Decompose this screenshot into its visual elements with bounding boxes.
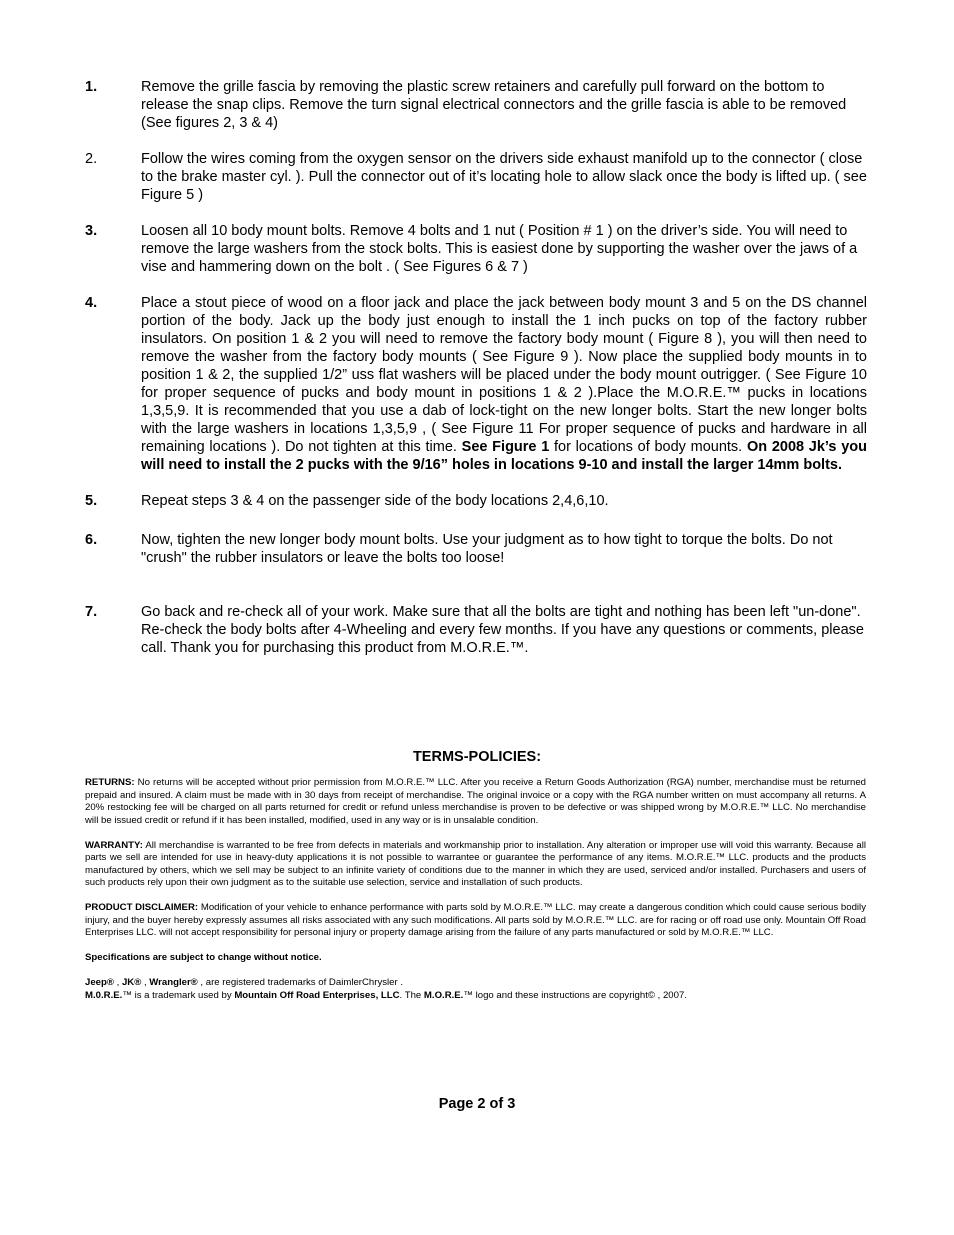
product-disclaimer — [85, 902, 866, 940]
tm-separator: , — [113, 977, 122, 988]
more-text: ™ is a trademark used by — [122, 989, 235, 1001]
returns-text: No returns will be accepted without prior permission from M.O.R.E.™ LLC. After you receive a Return Goods Authorization (RGA) number, merchandise must be returned prepaid and insured. A claim must be made with in 30 days from receipt of merchandise. The original invoice or a copy with the RGA number written on must accompany all returns. A 20% restocking fee will be charged on all parts returned for credit or refund unless merchandise is proven to be defective or was shipped wrong by M.O.R.E.™ LLC. No merchandise will be issued credit or refund if it has been installed, modified, used in any way or is in unsalable condition. — [85, 777, 866, 826]
step-6 — [85, 531, 867, 567]
warranty-policy — [85, 840, 866, 890]
tm-wrangler: Wrangler® — [149, 977, 198, 988]
step-3 — [85, 222, 867, 276]
step-number: 3. — [85, 223, 98, 239]
terms-title: TERMS-POLICIES: — [412, 749, 542, 765]
step-text-part: Place a stout piece of wood on a floor jack and place the jack between body mount 3 and 5 on the DS channel portion of the body. Jack up the body just enough to install the 1 inch pucks on top of the factory rubber insulators. On position 1 & 2 you will need to remove the factory body mount ( Figure 8 ), you will then need to remove the washer from the factory body mounts ( See Figure 9 ). Now place the supplied body mounts in to position 1 & 2, the supplied 1/2” uss flat washers will be placed under the body mount outrigger. ( See Figure 10 for proper sequence of pucks and body mount in positions 1 & 2 ).Place the M.O.R.E.™ pucks in locations 1,3,5,9. It is recommended that you use a dab of lock-tight on the new longer bolts. Start the new longer bolts with the large washers in locations 1,3,5,9 , ( See Figure 11 For proper sequence of pucks and hardware in all remaining locations ). Do not tighten at this time. — [141, 295, 867, 455]
step-number: 6. — [85, 532, 98, 548]
step-text: Follow the wires coming from the oxygen sensor on the drivers side exhaust manifold up to the connector ( close to the brake master cyl. ). Pull the connector out of it’s locating hole to allow slack once the body is lifted up. ( see Figure 5 ) — [141, 151, 867, 203]
step-2 — [85, 150, 867, 204]
step-text: Now, tighten the new longer body mount bolts. Use your judgment as to how tight to torque the bolts. Do not "crush" the rubber insulators or leave the bolts too loose! — [141, 532, 833, 566]
trademark-line-2 — [85, 990, 866, 1003]
tm-separator: , — [141, 977, 150, 988]
figure-reference: See Figure 1 — [461, 439, 550, 455]
more-mark: M.O.R.E. — [423, 989, 464, 1001]
disclaimer-label: PRODUCT DISCLAIMER: — [85, 902, 199, 913]
warranty-label: WARRANTY: — [85, 839, 143, 851]
returns-label: RETURNS: — [85, 777, 135, 788]
step-7 — [85, 603, 867, 657]
instruction-steps — [85, 78, 867, 657]
tm-text: , are registered trademarks of DaimlerChrysler . — [197, 977, 404, 988]
step-number: 5. — [85, 493, 98, 509]
page-number: Page 2 of 3 — [438, 1096, 516, 1112]
step-1 — [85, 78, 867, 132]
more-text: . The — [399, 989, 424, 1001]
disclaimer-text: Modification of your vehicle to enhance performance with parts sold by M.O.R.E.™ LLC. may create a dangerous condition which could cause serious bodily injury, and the buyer hereby expressly assumes all risks associated with any such modifications. All parts sold by M.O.R.E.™ LLC. are for racing or off road use only. Mountain Off Road Enterprises LLC. will not accept responsibility for personal injury or property damage arising from the failure of any parts manufactured or sold by M.O.R.E.™ LLC. — [85, 902, 867, 938]
step-text: Loosen all 10 body mount bolts. Remove 4 bolts and 1 nut ( Position # 1 ) on the driver’s side. You will need to remove the large washers from the stock bolts. This is easiest done by supporting the washer over the jaws of a vise and hammering down on the bolt . ( See Figures 6 & 7 ) — [141, 223, 858, 275]
terms-section — [85, 777, 866, 1002]
warranty-text: All merchandise is warranted to be free from defects in materials and workmanship prior to installation. Any alteration or improper use will void this warranty. Because all parts we sell are intended for use in heavy-duty applications it is not possible to warrantee or guarantee the performance of any items. M.O.R.E.™ LLC. products and the products manufactured by others, which we sell may be subject to an infinite variety of conditions due to the manner in which they are used, serviced and/or installed. Purchasers and users of such products rely upon their own judgment as to the suitable use selection, service and installation of such products. — [85, 839, 866, 888]
step-number: 7. — [85, 604, 98, 620]
step-text: Go back and re-check all of your work. Make sure that all the bolts are tight and nothing has been left "un-done". Re-check the body bolts after 4-Wheeling and every few months. If you have any questions or comments, please call. Thank you for purchasing this product from M.O.R.E.™. — [141, 604, 864, 656]
step-number: 2. — [85, 151, 98, 167]
specs-notice: Specifications are subject to change without notice. — [85, 952, 322, 963]
step-text: Repeat steps 3 & 4 on the passenger side of the body locations 2,4,6,10. — [141, 493, 609, 509]
tm-jeep: Jeep® — [85, 977, 114, 988]
returns-policy — [85, 777, 866, 827]
step-4 — [85, 294, 867, 474]
step-text: Remove the grille fascia by removing the plastic screw retainers and carefully pull forward on the bottom to release the snap clips. Remove the turn signal electrical connectors and the grille fascia is able to be removed (See figures 2, 3 & 4) — [141, 79, 847, 131]
company-name: Mountain Off Road Enterprises, LLC — [234, 989, 400, 1001]
trademark-line-1 — [85, 977, 866, 990]
step-text — [141, 294, 867, 474]
copyright-text: ™ logo and these instructions are copyright© , 2007. — [463, 989, 687, 1001]
step-number: 4. — [85, 295, 98, 311]
step-text-part: for locations of body mounts. — [549, 439, 747, 455]
important-note: On 2008 Jk’s you will need to install the 2 pucks with the 9/16” holes in locations 9-10 and install the larger 14mm bolts. — [141, 439, 868, 473]
tm-jk: JK® — [121, 977, 142, 988]
step-number: 1. — [85, 79, 98, 95]
more-mark: M.0.R.E. — [85, 989, 123, 1001]
step-5 — [85, 492, 867, 510]
